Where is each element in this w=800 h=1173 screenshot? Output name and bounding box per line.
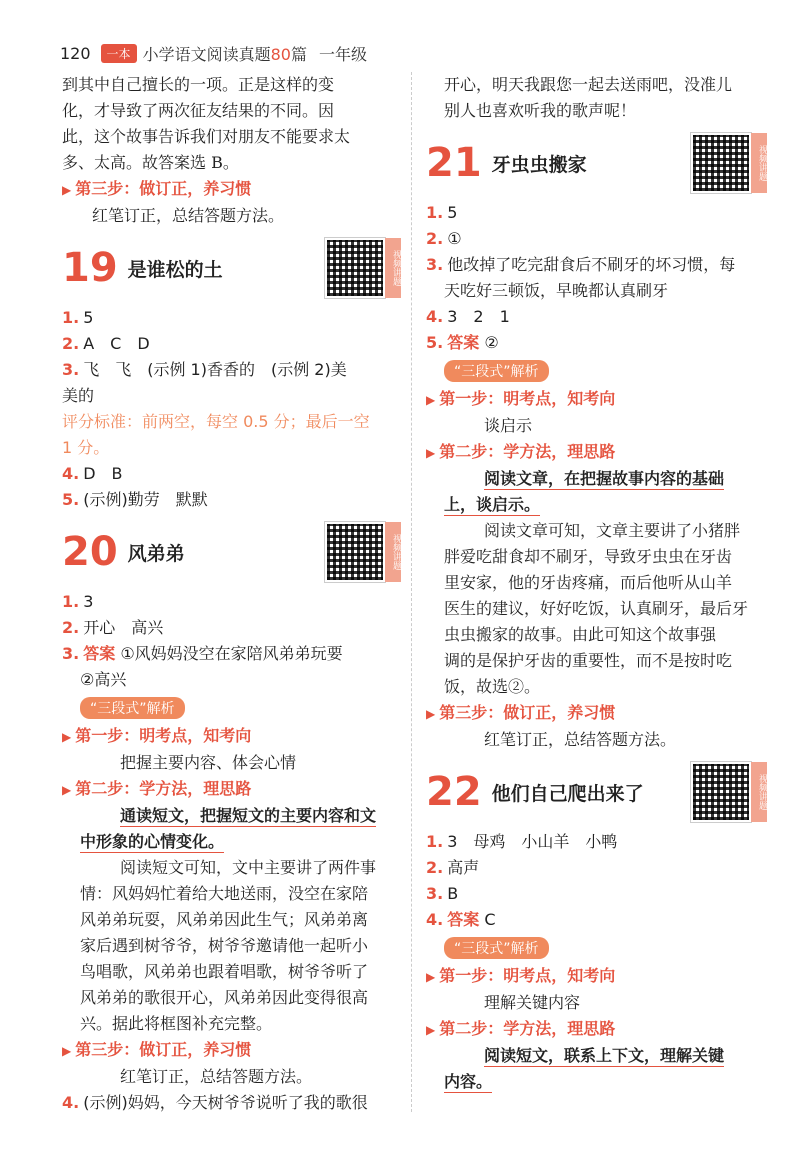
step1-heading: ▶ 第一步：明考点，知考向 [426, 389, 616, 408]
brand-logo: 一本 [101, 44, 137, 63]
answer-3: 3. 答案 ①风妈妈没空在家陪风弟弟玩要 [62, 644, 343, 663]
answer-4: 4. D B [62, 464, 123, 483]
step-text: 红笔订正，总结答题方法。 [92, 206, 285, 225]
step2-heading: ▶ 第二步：学方法，理思路 [426, 1019, 616, 1038]
video-tag: 视频讲题 [751, 133, 767, 193]
left-column [62, 72, 402, 1116]
text-line: 到其中自己擅长的一项。正是这样的变 [62, 75, 335, 94]
step2-heading: ▶ 第二步：学方法，理思路 [426, 442, 616, 461]
book-title-text: 小学语文阅读真题 [142, 44, 271, 64]
step2-heading: ▶ 第二步：学方法，理思路 [62, 779, 252, 798]
step3-text: 红笔订正，总结答题方法。 [120, 1067, 313, 1086]
grade-label: 一年级 [318, 44, 367, 64]
text-line: 此，这个故事告诉我们对朋友不能要求太 [62, 127, 351, 146]
answer-1: 1. 5 [426, 203, 458, 222]
analysis-pill: “三段式”解析 [80, 697, 185, 719]
step1-text: 把握主要内容、体会心情 [120, 753, 297, 772]
section-title: 牙虫虫搬家 [491, 153, 587, 176]
text-line: 化，才导致了两次征友结果的不同。因 [62, 101, 335, 120]
step1-heading: ▶ 第一步：明考点，知考向 [426, 966, 616, 985]
text-line: 兴。据此将框图补充完整。 [80, 1014, 273, 1033]
book-title-suffix: 篇 [290, 44, 307, 64]
text-line: 风弟弟的歌很开心，风弟弟因此变得很高 [80, 988, 369, 1007]
answer-3-cont: ②高兴 [80, 670, 127, 689]
column-divider [411, 72, 412, 1112]
section-title: 是谁松的土 [127, 258, 223, 281]
section-number: 22 [426, 769, 482, 815]
text-line: 鸟唱歌，风弟弟也跟着唱歌，树爷爷听了 [80, 962, 369, 981]
answer-3: 3. B [426, 884, 459, 903]
section-21-header [426, 130, 768, 196]
step2-underline: 通读短文，把握短文的主要内容和文 [120, 806, 377, 825]
answer-3: 3. 他改掉了吃完甜食后不刷牙的坏习惯，每 [426, 255, 736, 274]
step2-underline: 阅读短文，联系上下文，理解关键 [484, 1046, 725, 1065]
step1-heading: ▶ 第一步：明考点，知考向 [62, 726, 252, 745]
arrow-icon: ▶ [62, 183, 72, 197]
book-title-number: 80 [270, 44, 291, 64]
answer-4: 4. (示例)妈妈，今天树爷爷说听了我的歌很 [62, 1093, 368, 1112]
arrow-icon: ▶ [426, 1023, 436, 1037]
section-title: 风弟弟 [127, 542, 185, 565]
arrow-icon: ▶ [62, 783, 72, 797]
answer-3-cont: 天吃好三顿饭，早晚都认真刷牙 [444, 281, 669, 300]
analysis-pill: “三段式”解析 [444, 360, 549, 382]
arrow-icon: ▶ [426, 707, 436, 721]
answer-2: 2. 高声 [426, 858, 480, 877]
text-line: 虫虫搬家的故事。由此可知这个故事强 [444, 625, 717, 644]
text-line: 阅读文章可知，文章主要讲了小猪胖 [484, 521, 741, 540]
section-number: 20 [62, 529, 118, 575]
page-header [60, 40, 367, 66]
text-line: 阅读短文可知，文中主要讲了两件事 [120, 858, 377, 877]
text-line: 多、太高。故答案选 B。 [62, 153, 239, 172]
video-tag: 视频讲题 [385, 238, 401, 298]
text-line: 调的是保护牙齿的重要性，而不是按时吃 [444, 651, 733, 670]
text-line: 别人也喜欢听我的歌声呢！ [444, 101, 637, 120]
score-standard-cont: 1 分。 [62, 438, 110, 457]
answer-2: 2. A C D [62, 334, 150, 353]
step3-heading: ▶ 第三步：做订正，养习惯 [426, 703, 616, 722]
step3-text: 红笔订正，总结答题方法。 [484, 730, 677, 749]
arrow-icon: ▶ [426, 446, 436, 460]
video-tag: 视频讲题 [385, 522, 401, 582]
page-number: 120 [60, 43, 91, 63]
qr-code-icon[interactable] [690, 761, 767, 823]
video-tag: 视频讲题 [751, 762, 767, 822]
answer-2: 2. ① [426, 229, 462, 248]
answer-4: 4. 3 2 1 [426, 307, 510, 326]
right-column [426, 72, 768, 1095]
answer-3: 3. 飞 飞 (示例 1)香香的 (示例 2)美 [62, 360, 347, 379]
arrow-icon: ▶ [62, 1044, 72, 1058]
arrow-icon: ▶ [62, 730, 72, 744]
analysis-pill: “三段式”解析 [444, 937, 549, 959]
step1-text: 谈启示 [484, 416, 533, 435]
section-20-header [62, 519, 402, 585]
section-19-header [62, 235, 402, 301]
answer-5: 5. 答案 ② [426, 333, 499, 352]
text-line: 开心，明天我跟您一起去送雨吧，没准儿 [444, 75, 733, 94]
text-line: 胖爱吃甜食却不刷牙，导致牙虫虫在牙齿 [444, 547, 733, 566]
text-line: 医生的建议，好好吃饭，认真刷牙，最后牙 [444, 599, 749, 618]
section-number: 21 [426, 140, 482, 186]
score-standard: 评分标准：前两空，每空 0.5 分；最后一空 [62, 412, 370, 431]
section-number: 19 [62, 245, 118, 291]
answer-5: 5. (示例)勤劳 默默 [62, 490, 208, 509]
answer-1: 1. 3 母鸡 小山羊 小鸭 [426, 832, 618, 851]
text-line: 风弟弟玩耍，风弟弟因此生气；风弟弟离 [80, 910, 369, 929]
step2-underline: 中形象的心情变化。 [80, 832, 225, 851]
arrow-icon: ▶ [426, 970, 436, 984]
answer-4: 4. 答案 C [426, 910, 496, 929]
text-line: 里安家，他的牙齿疼痛，而后他听从山羊 [444, 573, 733, 592]
step2-underline: 内容。 [444, 1072, 493, 1091]
answer-2: 2. 开心 高兴 [62, 618, 164, 637]
answer-1: 1. 3 [62, 592, 94, 611]
step1-text: 理解关键内容 [484, 993, 581, 1012]
step3-heading: ▶ 第三步：做订正，养习惯 [62, 1040, 252, 1059]
qr-code-icon[interactable] [324, 237, 401, 299]
step-label: 第三步：做订正，养习惯 [75, 179, 252, 198]
step2-underline: 阅读文章，在把握故事内容的基础 [484, 469, 725, 488]
answer-3-cont: 美的 [62, 386, 95, 405]
arrow-icon: ▶ [426, 393, 436, 407]
answer-1: 1. 5 [62, 308, 94, 327]
qr-code-icon[interactable] [690, 132, 767, 194]
text-line: 饭，故选②。 [444, 677, 541, 696]
step3-heading [62, 176, 402, 203]
text-line: 家后遇到树爷爷，树爷爷邀请他一起听小 [80, 936, 369, 955]
step2-underline: 上，谈启示。 [444, 495, 541, 514]
book-title [143, 42, 307, 65]
section-22-header [426, 759, 768, 825]
text-line: 情：风妈妈忙着给大地送雨，没空在家陪 [80, 884, 369, 903]
section-title: 他们自己爬出来了 [491, 782, 644, 805]
qr-code-icon[interactable] [324, 521, 401, 583]
